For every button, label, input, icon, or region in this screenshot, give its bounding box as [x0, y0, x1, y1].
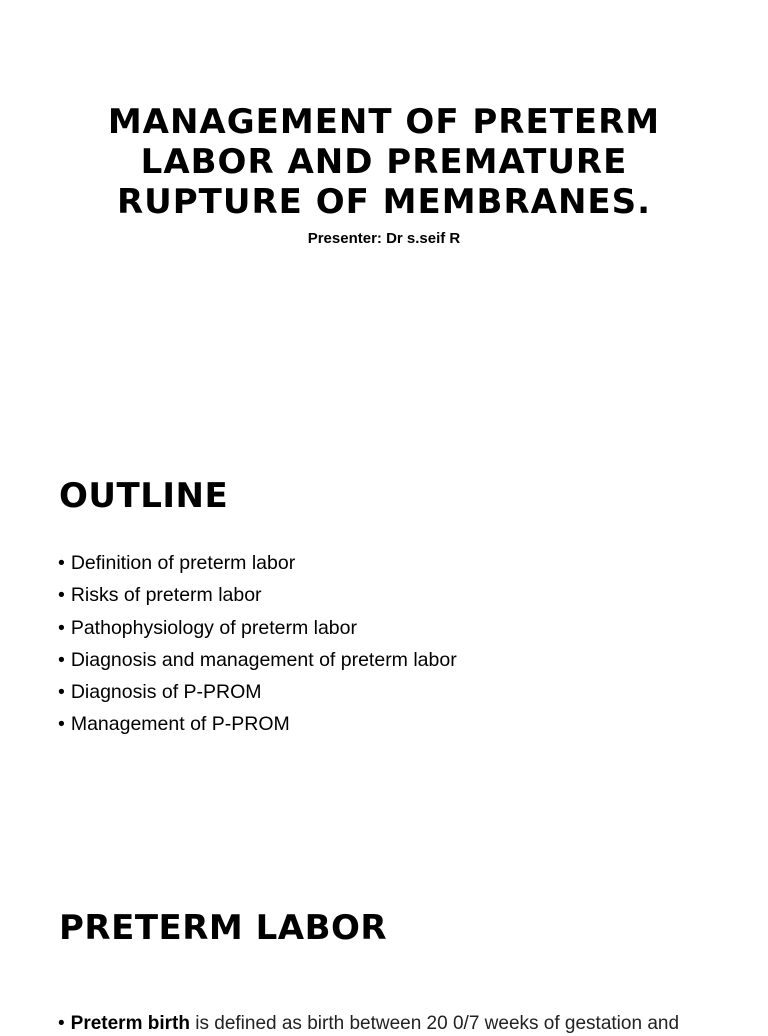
preterm-labor-heading: PRETERM LABOR — [59, 908, 388, 948]
list-item: • Management of P-PROM — [58, 708, 457, 740]
outline-slide — [0, 432, 768, 864]
definition-bullet — [58, 1012, 718, 1036]
list-item: • Diagnosis of P-PROM — [58, 676, 457, 708]
list-item: • Diagnosis and management of preterm labor — [58, 644, 457, 676]
list-item: • Pathophysiology of preterm labor — [58, 612, 457, 644]
preterm-labor-slide — [0, 864, 768, 1034]
definition-term: Preterm birth — [70, 1013, 190, 1034]
outline-list — [58, 547, 457, 741]
presentation-title: MANAGEMENT OF PRETERM LABOR AND PREMATURE RUPTURE OF MEMBRANES. — [107, 102, 661, 222]
title-slide — [0, 0, 768, 432]
list-item: • Risks of preterm labor — [58, 579, 457, 611]
outline-heading: OUTLINE — [59, 476, 229, 516]
definition-text: is defined as birth between 20 0/7 weeks of gestation and — [189, 1013, 680, 1034]
list-item: • Definition of preterm labor — [58, 547, 457, 579]
presenter-line: Presenter: Dr s.seif R — [307, 230, 461, 247]
